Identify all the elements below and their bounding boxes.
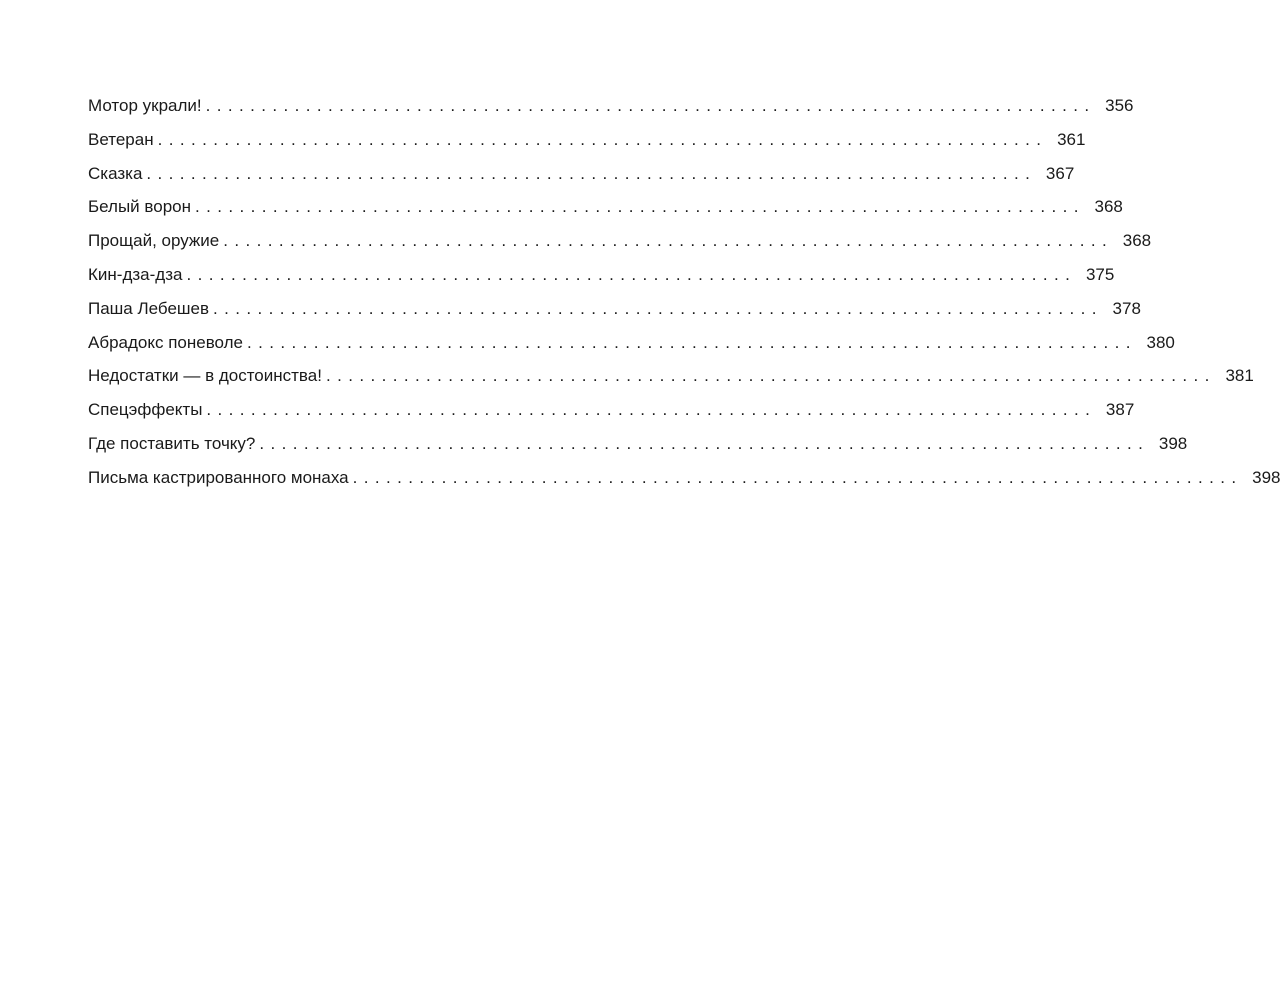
dot-leader: ................................................................................ [247, 332, 1137, 352]
toc-entry [88, 326, 1175, 360]
toc-entry-title: Недостатки — в достоинства! [88, 366, 322, 386]
dot-leader: ................................................................................ [206, 400, 1097, 420]
toc-entry-page-number: 381 [1225, 366, 1254, 386]
dot-leader: ................................................................................ [259, 433, 1150, 453]
toc-entry-title: Паша Лебешев [88, 298, 210, 318]
dot-leader: ................................................................................ [146, 163, 1037, 183]
toc-entry-title: Кин-дза-дза [88, 264, 183, 284]
toc-entry [88, 123, 1086, 157]
toc-entry [88, 427, 1188, 461]
toc-entry [88, 292, 1141, 326]
toc-entry-title: Мотор украли! [88, 96, 202, 115]
toc-entry-page-number: 398 [1158, 433, 1188, 453]
toc-entry-page-number: 361 [1057, 129, 1086, 149]
toc-entry-title: Где поставить точку? [88, 433, 256, 453]
dot-leader: ................................................................................ [195, 197, 1085, 217]
dot-leader: ................................................................................ [205, 96, 1096, 115]
toc-entry [88, 258, 1115, 292]
toc-entry-page-number: 387 [1105, 400, 1135, 420]
toc-entry [88, 359, 1254, 393]
toc-entry-page-number: 368 [1094, 197, 1123, 217]
dot-leader: ................................................................................ [325, 366, 1216, 386]
toc-entry [88, 190, 1123, 224]
toc-entry-page-number: 378 [1112, 298, 1141, 318]
toc-entry-title: Ветеран [88, 129, 154, 149]
toc-entry-title: Абрадокс поневоле [88, 332, 244, 352]
toc-entry-page-number: 368 [1122, 231, 1152, 251]
toc-entry-title: Письма кастрированного монаха [88, 467, 349, 487]
toc-entry-title: Белый ворон [88, 197, 191, 217]
dot-leader: ................................................................................ [213, 298, 1103, 318]
toc-entry [88, 461, 1281, 495]
toc-entry-page-number: 375 [1085, 264, 1115, 284]
table-of-contents [88, 89, 1281, 495]
toc-entry-page-number: 356 [1105, 96, 1134, 115]
toc-entry [88, 89, 1134, 123]
toc-entry-title: Прощай, оружие [88, 231, 220, 251]
toc-entry [88, 393, 1135, 427]
dot-leader: ................................................................................ [157, 129, 1048, 149]
toc-entry-title: Сказка [88, 163, 143, 183]
toc-entry-page-number: 398 [1252, 467, 1281, 487]
toc-entry [88, 224, 1152, 258]
toc-entry-page-number: 367 [1045, 163, 1075, 183]
toc-entry-title: Спецэффекты [88, 400, 203, 420]
toc-entry-page-number: 380 [1146, 332, 1175, 352]
dot-leader: ................................................................................ [223, 231, 1114, 251]
toc-entry [88, 157, 1075, 191]
dot-leader: ................................................................................ [352, 467, 1243, 487]
dot-leader: ................................................................................ [186, 264, 1077, 284]
